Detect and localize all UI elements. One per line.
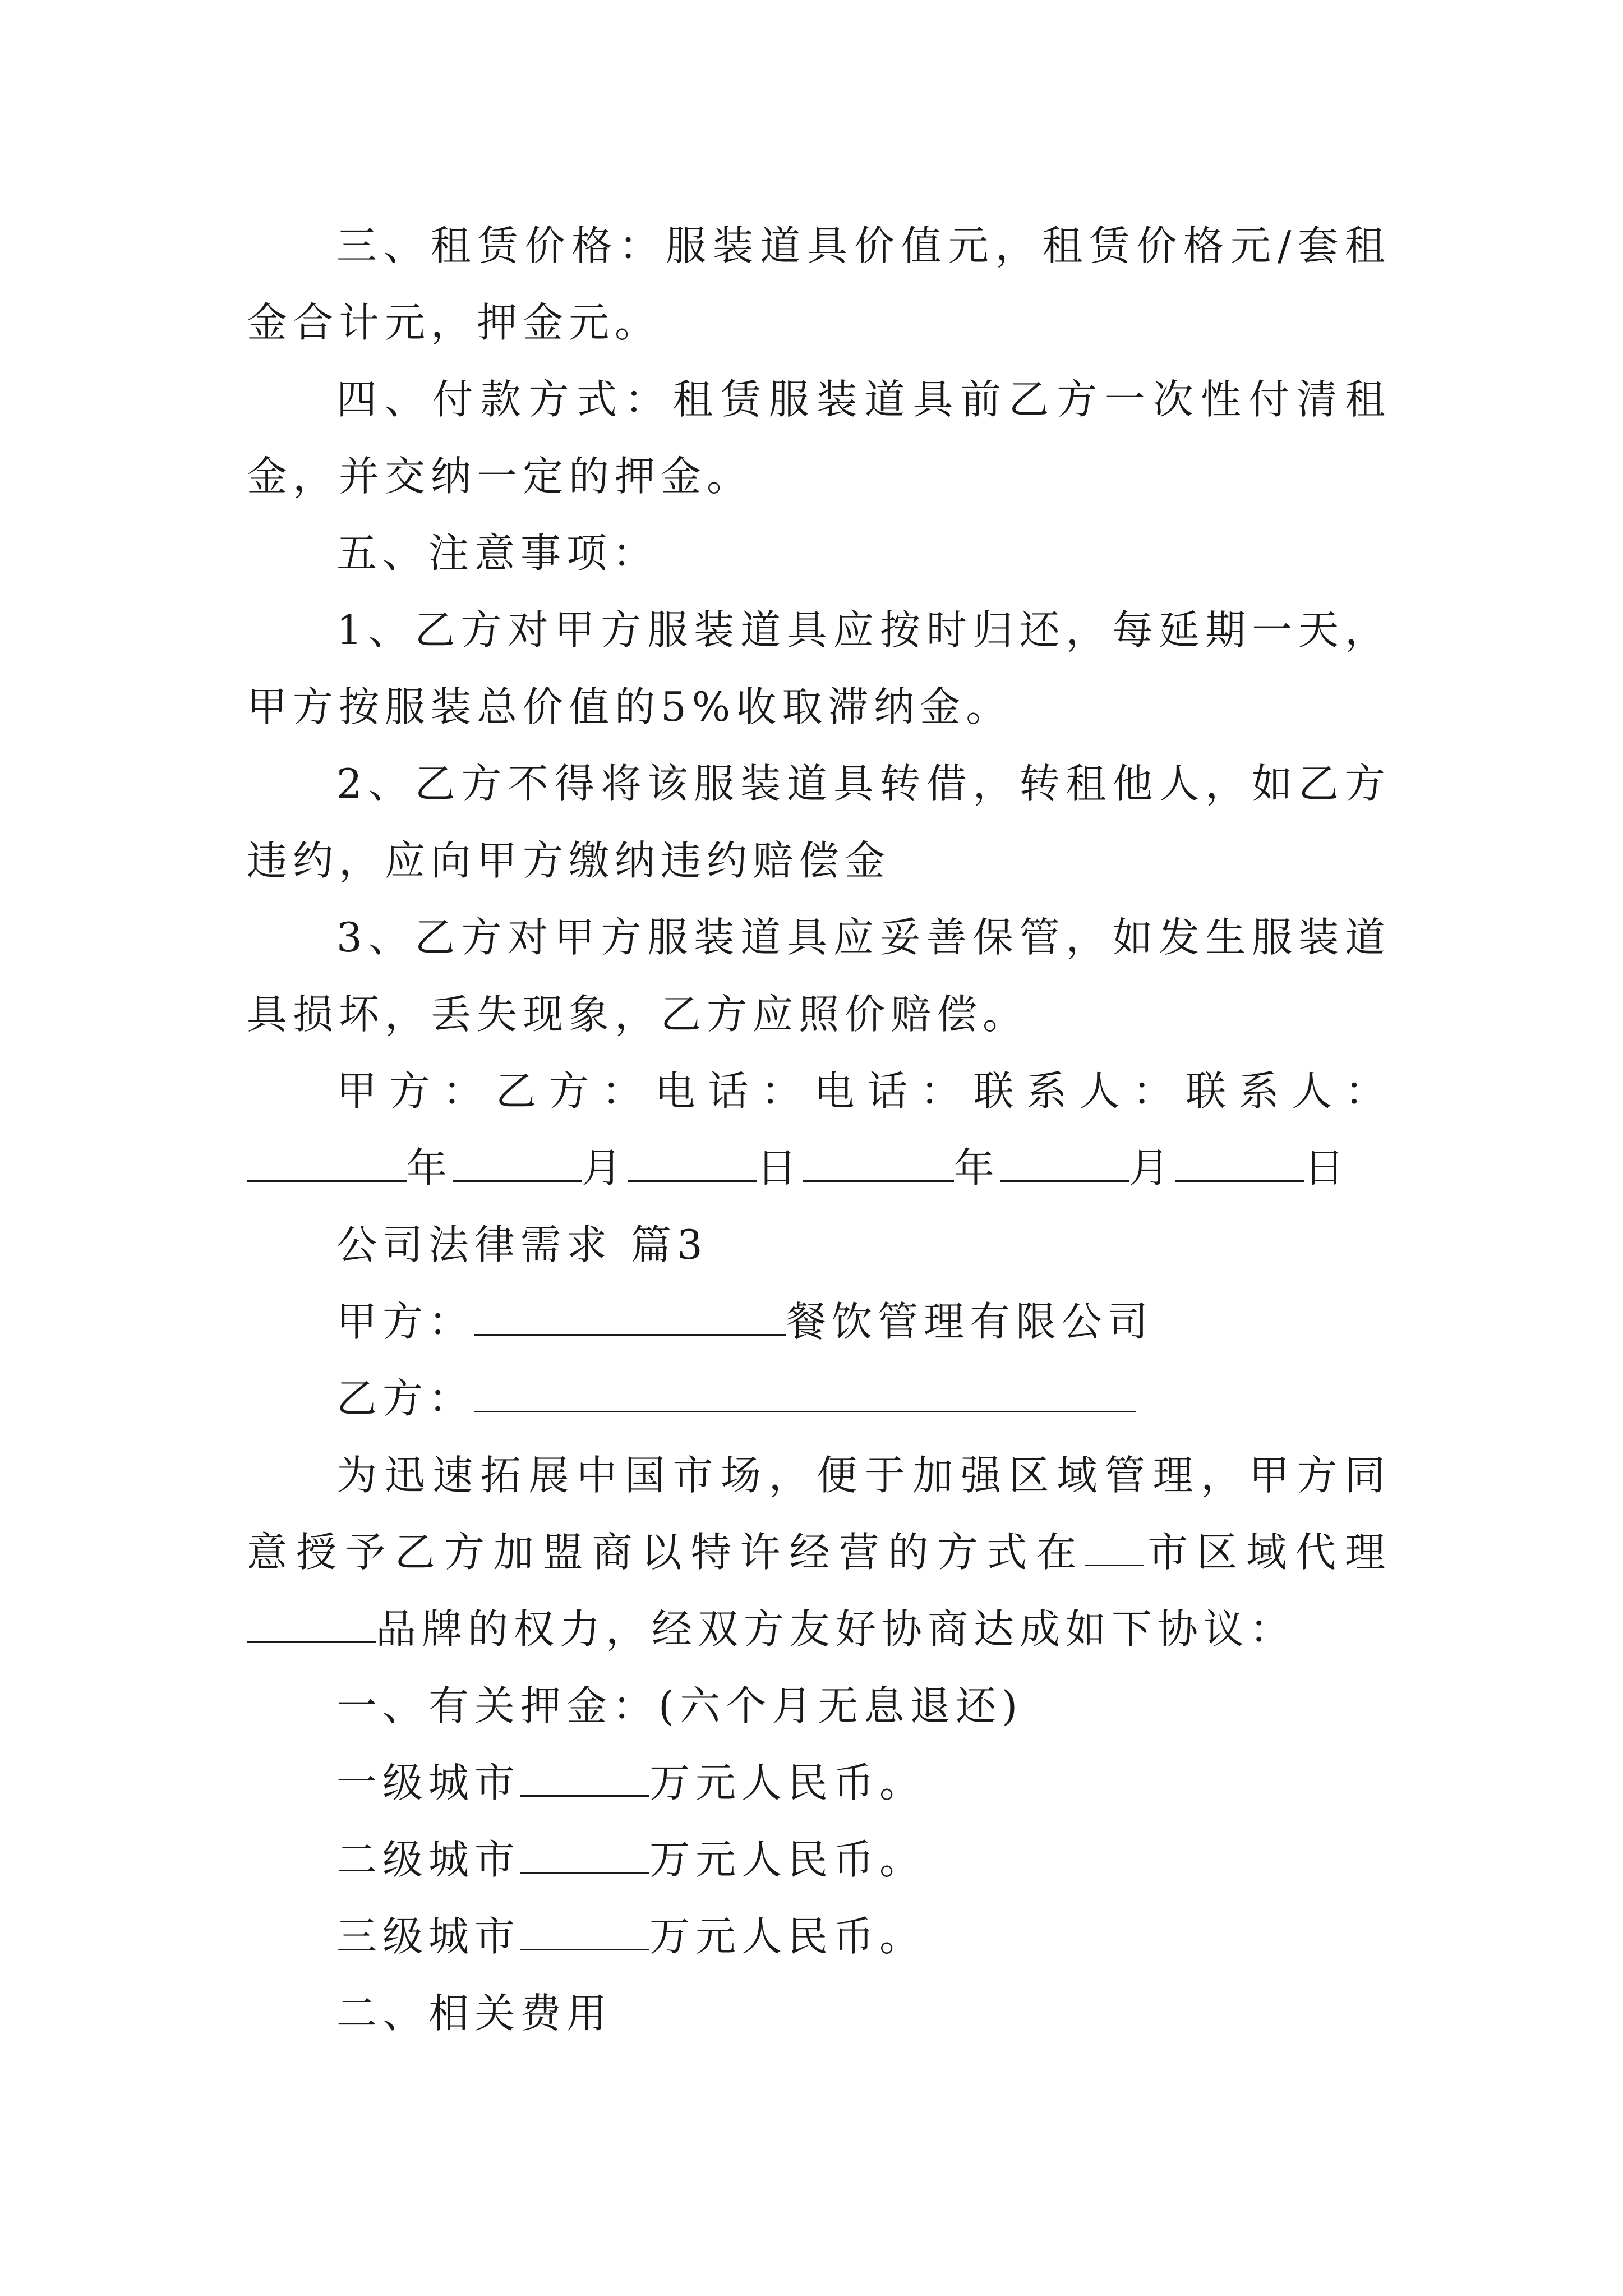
signature-lead: 甲方：乙方：电话：电话：联系人：联系人： [336,1068,1391,1115]
intro-part-3: 品牌的权力，经双方友好协商达成如下协议： [376,1605,1296,1653]
paragraph-rental-price: 三、租赁价格：服装道具价值元，租赁价格元/套租金合计元，押金元。 [247,222,1391,346]
blank-tier-2 [520,1836,649,1874]
blank-month-1 [453,1144,582,1182]
tier-1-suffix: 万元人民币。 [649,1759,926,1806]
party-a-line [247,1283,1391,1360]
paragraph-note-3: 3、乙方对甲方服装道具应妥善保管，如发生服装道具损坏，丢失现象，乙方应照价赔偿。 [247,914,1391,1038]
blank-year-2 [803,1144,954,1182]
document-body [247,208,1391,2052]
tier-1-label: 一级城市 [336,1759,521,1806]
party-a-suffix: 餐饮管理有限公司 [786,1298,1154,1345]
tier-2-label: 二级城市 [336,1836,521,1883]
label-year-1: 年 [407,1144,453,1191]
blank-tier-1 [520,1759,649,1797]
tier-3-label: 三级城市 [336,1913,521,1960]
label-month-2: 月 [1129,1144,1175,1191]
paragraph-notes-heading: 五、注意事项： [336,530,659,577]
blank-brand [247,1605,376,1643]
blank-day-2 [1175,1144,1304,1182]
paragraph-payment-method: 四、付款方式：租赁服装道具前乙方一次性付清租金，并交纳一定的押金。 [247,376,1391,500]
party-a-label: 甲方： [336,1298,475,1345]
blank-month-2 [1000,1144,1129,1182]
signature-block [247,1053,1391,1207]
party-b-label: 乙方： [336,1375,475,1422]
blank-year-1 [247,1144,407,1182]
deposit-heading: 一、有关押金：(六个月无息退还) [336,1682,1023,1729]
tier-2-suffix: 万元人民币。 [649,1836,926,1883]
paragraph-note-1: 1、乙方对甲方服装道具应按时归还，每延期一天，甲方按服装总价值的5%收取滞纳金。 [247,606,1391,730]
blank-day-1 [628,1144,757,1182]
blank-party-a [474,1298,786,1336]
deposit-tier-2 [247,1821,1391,1898]
label-month-1: 月 [582,1144,628,1191]
deposit-tier-3 [247,1898,1391,1975]
intro-part-1: 为迅速拓展中国市场，便于加强区域管理，甲方同意授予乙方加盟商以特许经营的方式在 [247,1452,1391,1576]
blank-city [1085,1529,1144,1566]
blank-party-b [474,1375,1136,1412]
label-day-1: 日 [757,1144,803,1191]
label-year-2: 年 [954,1144,1000,1191]
party-b-line [247,1360,1391,1437]
deposit-tier-1 [247,1745,1391,1821]
paragraph-note-2: 2、乙方不得将该服装道具转借，转租他人，如乙方违约，应向甲方缴纳违约赔偿金 [247,760,1391,884]
label-day-2: 日 [1304,1144,1350,1191]
tier-3-suffix: 万元人民币。 [649,1913,926,1960]
paragraph-intro [247,1437,1391,1668]
section-title: 公司法律需求 篇3 [336,1221,708,1268]
fees-heading: 二、相关费用 [336,1990,613,2037]
intro-part-2: 市区域代理 [1144,1529,1391,1576]
blank-tier-3 [520,1913,649,1950]
